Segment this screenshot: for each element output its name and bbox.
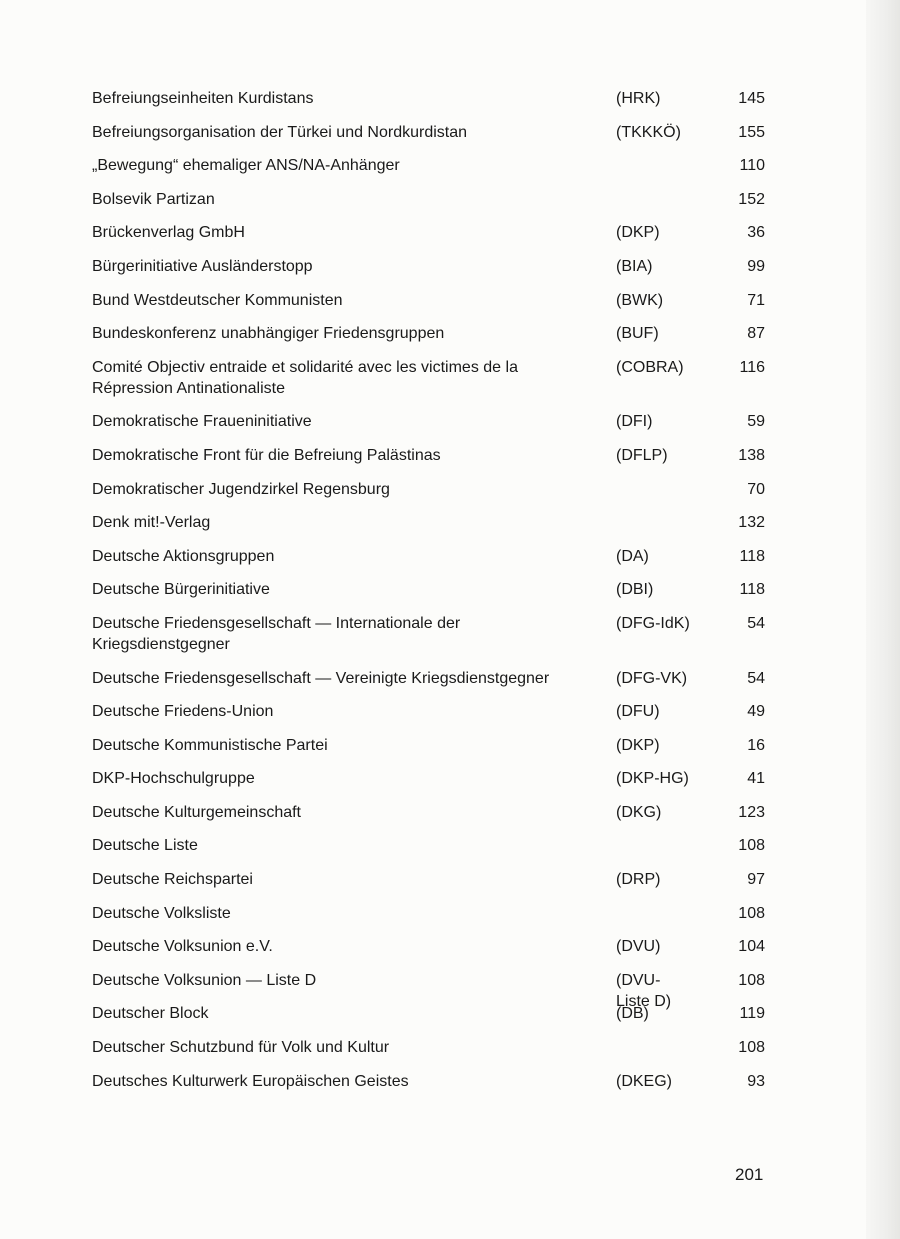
organization-name: Denk mit!-Verlag <box>92 514 211 532</box>
page-reference: 70 <box>747 480 765 498</box>
page-reference: 138 <box>738 446 765 464</box>
index-entry <box>92 1071 782 1092</box>
index-entry <box>92 613 782 655</box>
organization-abbreviation: (DFG-IdK) <box>616 614 690 632</box>
organization-name: Deutsche Friedensgesellschaft — Vereinigte Kriegsdienstgegner <box>92 669 550 687</box>
page-reference: 59 <box>747 413 765 431</box>
index-entry <box>92 512 782 533</box>
index-entry <box>92 323 782 344</box>
index-entry <box>92 835 782 856</box>
organization-name: Deutsche Reichspartei <box>92 871 253 889</box>
page-number: 201 <box>735 1165 764 1184</box>
page-edge-shadow <box>866 0 900 1239</box>
organization-name: Bolsevik Partizan <box>92 190 215 208</box>
organization-abbreviation: (BUF) <box>616 325 659 343</box>
organization-name: Deutsche Friedens-Union <box>92 703 274 721</box>
index-entry <box>92 189 782 210</box>
page-reference: 152 <box>738 190 765 208</box>
organization-name: Brückenverlag GmbH <box>92 224 245 242</box>
page-reference: 108 <box>738 971 765 989</box>
organization-index-list <box>92 88 782 1104</box>
organization-name: Deutsche Volksunion e.V. <box>92 938 273 956</box>
page-reference: 54 <box>747 614 765 632</box>
page-reference: 108 <box>738 837 765 855</box>
organization-name: Deutsche Liste <box>92 837 198 855</box>
index-entry <box>92 903 782 924</box>
index-entry <box>92 445 782 466</box>
organization-abbreviation: (DKP) <box>616 224 660 242</box>
page-reference: 41 <box>747 770 765 788</box>
index-entry <box>92 290 782 311</box>
index-entry <box>92 479 782 500</box>
organization-abbreviation: (TKKKÖ) <box>616 123 681 141</box>
index-entry <box>92 1037 782 1058</box>
index-entry <box>92 222 782 243</box>
organization-name: Befreiungseinheiten Kurdistans <box>92 90 314 107</box>
index-entry <box>92 411 782 432</box>
organization-abbreviation: (DBI) <box>616 581 654 599</box>
organization-abbreviation: (DFG-VK) <box>616 669 688 687</box>
page-reference: 97 <box>747 871 765 889</box>
index-entry <box>92 579 782 600</box>
index-entry <box>92 155 782 176</box>
page-reference: 110 <box>739 157 765 175</box>
organization-name: Comité Objectiv entraide et solidarité avec les victimes de la Répression Antinationaliste <box>92 358 518 397</box>
page-reference: 118 <box>739 547 765 565</box>
page-reference: 155 <box>738 123 765 141</box>
organization-name: Deutsche Bürgerinitiative <box>92 581 270 599</box>
organization-name: Deutsche Volksliste <box>92 904 231 922</box>
organization-name: Deutsche Kommunistische Partei <box>92 736 328 754</box>
organization-abbreviation: (COBRA) <box>616 358 684 376</box>
page-reference: 71 <box>747 291 765 309</box>
organization-name: Deutscher Block <box>92 1005 209 1023</box>
page-reference: 119 <box>739 1005 765 1023</box>
organization-name: Deutsches Kulturwerk Europäischen Geistes <box>92 1072 409 1090</box>
organization-abbreviation: (BWK) <box>616 291 664 309</box>
organization-name: Demokratischer Jugendzirkel Regensburg <box>92 480 390 498</box>
organization-abbreviation: (DVU- Liste D) <box>616 971 672 1010</box>
page-reference: 116 <box>739 358 765 376</box>
organization-abbreviation: (DKP) <box>616 736 660 754</box>
organization-abbreviation: (DKG) <box>616 803 662 821</box>
page-reference: 118 <box>739 581 765 599</box>
organization-abbreviation: (DKP-HG) <box>616 770 689 788</box>
organization-abbreviation: (BIA) <box>616 257 653 275</box>
index-entry <box>92 802 782 823</box>
organization-name: DKP-Hochschulgruppe <box>92 770 255 788</box>
page-reference: 16 <box>747 736 765 754</box>
index-entry <box>92 88 782 109</box>
page-reference: 123 <box>738 803 765 821</box>
page-reference: 87 <box>747 325 765 343</box>
organization-name: Bürgerinitiative Ausländerstopp <box>92 257 313 275</box>
organization-name: Befreiungsorganisation der Türkei und Nordkurdistan <box>92 123 468 141</box>
organization-abbreviation: (DA) <box>616 547 649 565</box>
organization-name: Deutsche Kulturgemeinschaft <box>92 803 301 821</box>
index-entry <box>92 357 782 399</box>
page-reference: 54 <box>747 669 765 687</box>
page-reference: 145 <box>738 90 765 107</box>
index-entry <box>92 735 782 756</box>
page-reference: 108 <box>738 904 765 922</box>
page-reference: 93 <box>747 1072 765 1090</box>
organization-abbreviation: (DFU) <box>616 703 660 721</box>
organization-abbreviation: (DRP) <box>616 871 661 889</box>
organization-abbreviation: (DKEG) <box>616 1072 672 1090</box>
index-entry <box>92 546 782 567</box>
organization-abbreviation: (DFLP) <box>616 446 668 464</box>
index-entry <box>92 256 782 277</box>
index-entry <box>92 768 782 789</box>
index-entry <box>92 701 782 722</box>
organization-name: Bund Westdeutscher Kommunisten <box>92 291 343 309</box>
index-entry <box>92 1003 782 1024</box>
index-entry <box>92 869 782 890</box>
page-reference: 132 <box>738 514 765 532</box>
organization-name: Demokratische Fraueninitiative <box>92 413 312 431</box>
page-reference: 104 <box>738 938 765 956</box>
organization-name: Deutsche Aktionsgruppen <box>92 547 275 565</box>
organization-name: Deutsche Friedensgesellschaft — Internationale der Kriegsdienstgegner <box>92 614 461 653</box>
organization-abbreviation: (HRK) <box>616 90 661 107</box>
page-reference: 49 <box>747 703 765 721</box>
page-reference: 99 <box>747 257 765 275</box>
organization-name: „Bewegung“ ehemaliger ANS/NA-Anhänger <box>92 157 400 175</box>
organization-name: Deutsche Volksunion — Liste D <box>92 971 317 989</box>
organization-name: Bundeskonferenz unabhängiger Friedensgruppen <box>92 325 445 343</box>
index-entry <box>92 122 782 143</box>
organization-abbreviation: (DFI) <box>616 413 653 431</box>
page-reference: 108 <box>738 1039 765 1057</box>
organization-abbreviation: (DVU) <box>616 938 661 956</box>
index-entry <box>92 668 782 689</box>
organization-name: Demokratische Front für die Befreiung Palästinas <box>92 446 441 464</box>
organization-abbreviation: (DB) <box>616 1005 649 1023</box>
index-entry <box>92 936 782 957</box>
page-reference: 36 <box>747 224 765 242</box>
organization-name: Deutscher Schutzbund für Volk und Kultur <box>92 1039 390 1057</box>
index-entry <box>92 970 782 1010</box>
